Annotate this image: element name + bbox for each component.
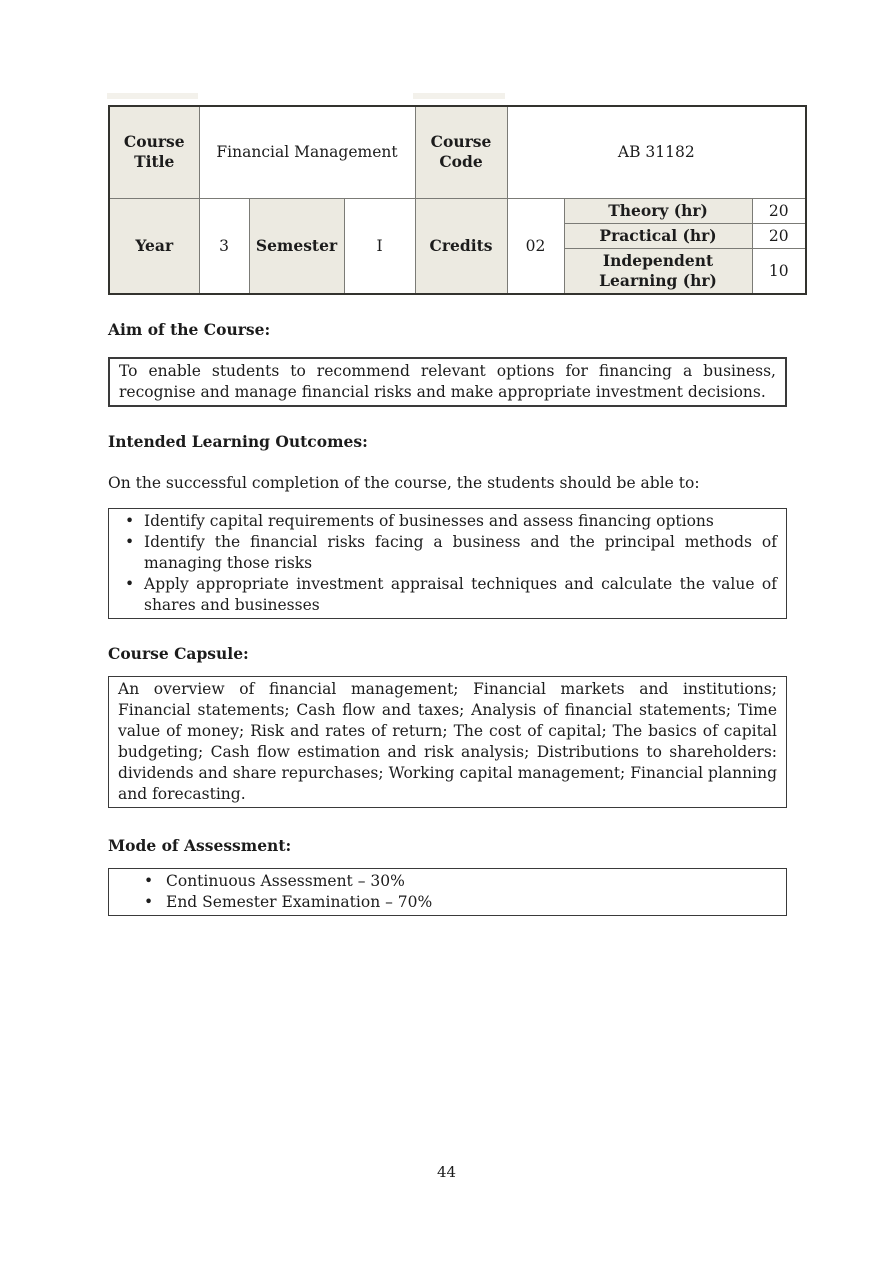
semester-label: Semester [249, 198, 344, 294]
capsule-box [108, 676, 787, 808]
year-value: 3 [199, 198, 249, 294]
list-item: • End Semester Examination – 70% [118, 892, 777, 913]
ilo-list [118, 511, 777, 616]
practical-hours-label: Practical (hr) [564, 223, 752, 248]
course-info-table [108, 105, 807, 295]
credits-value: 02 [507, 198, 564, 294]
scan-artifact-right [413, 93, 505, 99]
scan-artifact-left [107, 93, 198, 99]
table-row [109, 198, 806, 223]
table-row [109, 106, 806, 198]
list-item: • Continuous Assessment – 30% [118, 871, 777, 892]
independent-learning-hours-value: 10 [752, 248, 806, 294]
course-title-value: Financial Management [199, 106, 415, 198]
aim-heading: Aim of the Course: [108, 319, 271, 339]
ilo-heading: Intended Learning Outcomes: [108, 431, 368, 451]
course-code-label: Course Code [415, 106, 507, 198]
practical-hours-value: 20 [752, 223, 806, 248]
ilo-box [108, 508, 787, 619]
course-code-value: AB 31182 [507, 106, 806, 198]
aim-text: To enable students to recommend relevant options for financing a business, recognise and manage financial risks and make appropriate investment decisions. [119, 361, 776, 401]
course-title-label: Course Title [109, 106, 199, 198]
assessment-list [118, 871, 777, 913]
year-label: Year [109, 198, 199, 294]
semester-value: I [344, 198, 415, 294]
independent-learning-hours-label: Independent Learning (hr) [564, 248, 752, 294]
credits-label: Credits [415, 198, 507, 294]
capsule-text: An overview of financial management; Financial markets and institutions; Financial statements; Cash flow and taxes; Analysis of financial statements; Time value of money; Risk and rates of return; The cost of capital; The basics of capital budgeting; Cash flow estimation and risk analysis; Distributions to shareholders: dividends and share repurchases; Working capital management; Financial planning and forecasting. [118, 679, 777, 803]
ilo-intro: On the successful completion of the course, the students should be able to: [108, 473, 700, 492]
assessment-box [108, 868, 787, 916]
theory-hours-label: Theory (hr) [564, 198, 752, 223]
page-number: 44 [436, 1163, 457, 1181]
theory-hours-value: 20 [752, 198, 806, 223]
list-item: • Identify the financial risks facing a business and the principal methods of managing those risks [118, 532, 777, 574]
list-item: • Apply appropriate investment appraisal techniques and calculate the value of shares and businesses [118, 574, 777, 616]
aim-box [108, 357, 787, 407]
page-content [108, 105, 805, 916]
assessment-heading: Mode of Assessment: [108, 835, 292, 855]
capsule-heading: Course Capsule: [108, 643, 249, 663]
list-item: • Identify capital requirements of businesses and assess financing options [118, 511, 777, 532]
